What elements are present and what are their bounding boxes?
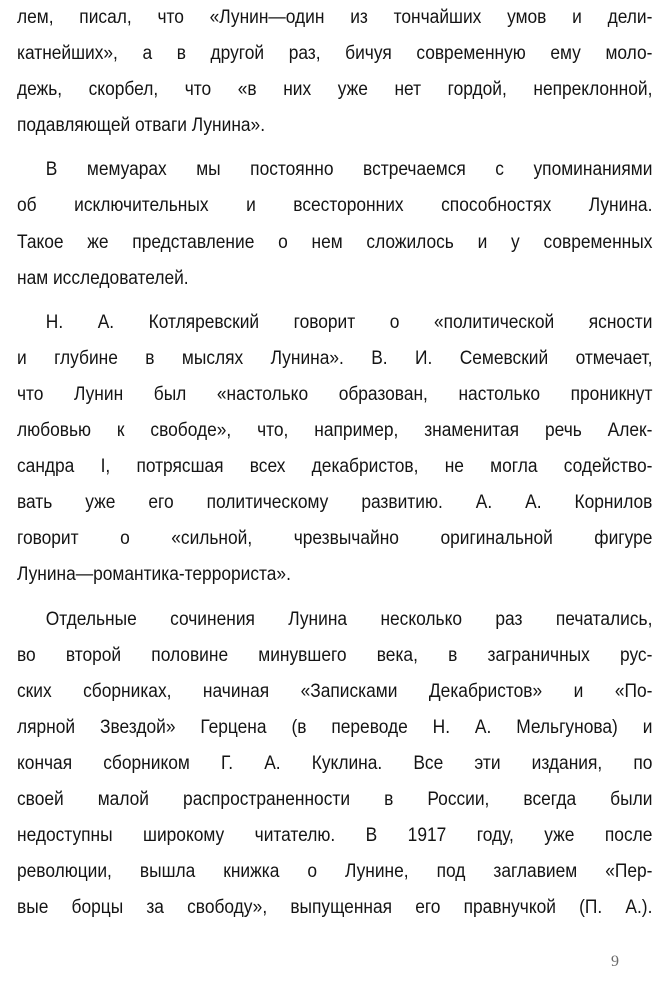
- text-line: об исключительных и всесторонних способностях Лунина.: [17, 195, 653, 217]
- text-line: говорит о «сильной, чрезвычайно оригинальной фигуре: [17, 528, 653, 550]
- text-line: катнейших», а в другой раз, бичуя современную ему моло-: [17, 43, 653, 65]
- text-line: дежь, скорбел, что «в них уже нет гордой, непреклонной,: [17, 79, 653, 101]
- page-number: 9: [611, 953, 619, 970]
- text-line: Такое же представление о нем сложилось и у современных: [17, 231, 653, 253]
- text-line: недоступны широкому читателю. В 1917 году, уже после: [17, 825, 653, 847]
- paragraph-3: [17, 305, 652, 594]
- text-line: своей малой распространенности в России, всегда были: [17, 788, 653, 810]
- text-line: и глубине в мыслях Лунина». В. И. Семевский отмечает,: [17, 347, 653, 369]
- text-line: вые борцы за свободу», выпущенная его правнучкой (П. А.).: [17, 897, 653, 919]
- text-line: подавляющей отваги Лунина».: [17, 115, 266, 137]
- text-line: Н. А. Котляревский говорит о «политической ясности: [45, 311, 653, 333]
- text-line: кончая сборником Г. А. Куклина. Все эти издания, по: [17, 752, 653, 774]
- paragraph-1: [17, 0, 652, 144]
- paragraph-2: [17, 152, 652, 296]
- text-line: что Лунин был «настолько образован, настолько проникнут: [17, 383, 653, 405]
- paragraph-4: [17, 602, 652, 927]
- text-line: во второй половине минувшего века, в заграничных рус-: [17, 644, 653, 666]
- text-line: лярной Звездой» Герцена (в переводе Н. А. Мельгунова) и: [17, 716, 653, 738]
- text-line: нам исследователей.: [17, 267, 189, 289]
- text-line: революции, вышла книжка о Лунине, под заглавием «Пер-: [17, 861, 653, 883]
- text-line: Лунина—романтика-террориста».: [17, 564, 291, 586]
- text-line: сандра I, потрясшая всех декабристов, не могла содейство-: [17, 456, 653, 478]
- page-text: [17, 0, 653, 926]
- text-line: В мемуарах мы постоянно встречаемся с упоминаниями: [45, 159, 653, 181]
- text-line: лем, писал, что «Лунин—один из тончайших умов и дели-: [17, 7, 653, 28]
- text-line: вать уже его политическому развитию. А. А. Корнилов: [17, 492, 653, 514]
- text-line: любовью к свободе», что, например, знаменитая речь Алек-: [17, 420, 653, 442]
- text-line: ских сборниках, начиная «Записками Декабристов» и «По-: [17, 680, 653, 702]
- text-line: Отдельные сочинения Лунина несколько раз печатались,: [45, 608, 653, 630]
